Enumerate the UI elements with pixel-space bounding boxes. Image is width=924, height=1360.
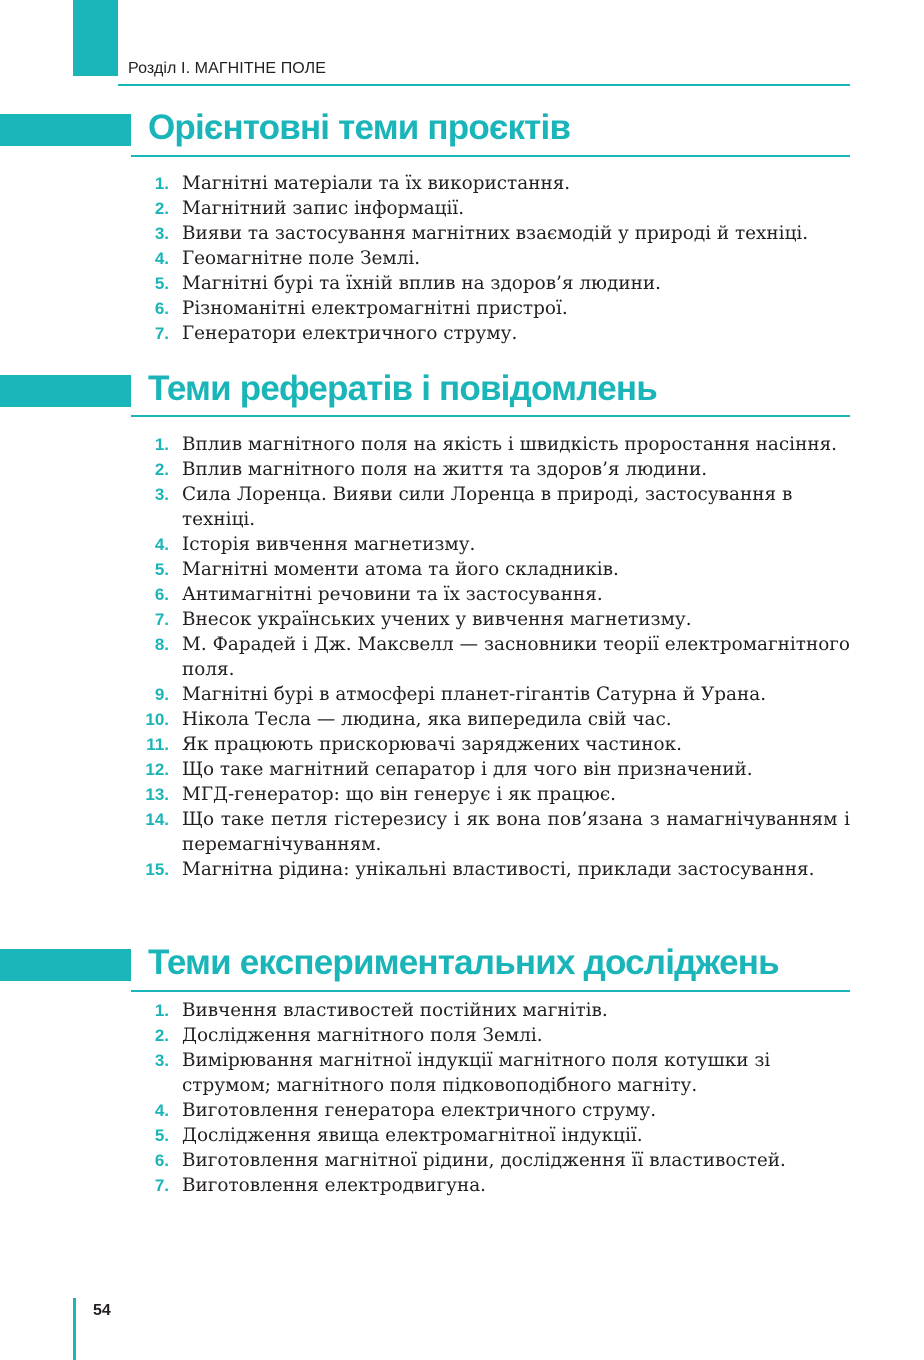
item-text: Внесок українських учених у вивчення магнетизму.: [182, 609, 692, 630]
section-bar: [0, 114, 131, 146]
item-text: Магнітний запис інформації.: [182, 198, 465, 219]
item-text: МГД-генератор: що він генерує і як працює.: [182, 784, 617, 805]
item-number: 3.: [154, 224, 169, 243]
list-item: [0, 1173, 850, 1198]
list-item: [0, 1123, 850, 1148]
section-rule: [131, 415, 850, 417]
list-item: [0, 196, 850, 221]
item-number: 4.: [154, 1101, 169, 1120]
section-bar: [0, 375, 131, 407]
item-number: 10.: [145, 710, 169, 729]
section-rule: [131, 155, 850, 157]
list-item: [0, 1023, 850, 1048]
list-item: [0, 782, 850, 807]
list-item: [0, 582, 850, 607]
item-number: 1.: [154, 435, 169, 454]
list-item: [0, 707, 850, 732]
item-number: 2.: [154, 1026, 169, 1045]
list-item: [0, 632, 850, 682]
item-number: 2.: [154, 199, 169, 218]
item-number: 4.: [154, 249, 169, 268]
item-number: 12.: [145, 760, 169, 779]
item-number: 13.: [145, 785, 169, 804]
item-text: Магнітні матеріали та їх використання.: [182, 173, 571, 194]
list-item: [0, 321, 850, 346]
list-item: [0, 807, 850, 857]
list-item: [0, 1148, 850, 1173]
item-text: Дослідження явища електромагнітної індукції.: [182, 1125, 643, 1146]
list-item: [0, 1048, 850, 1098]
item-text: Магнітні бурі в атмосфері планет-гігантів Сатурна й Урана.: [182, 684, 767, 705]
list-item: [0, 457, 850, 482]
report-topics-list: [0, 432, 850, 882]
item-text: М. Фарадей і Дж. Максвелл — засновники теорії електромагнітного поля.: [182, 634, 850, 680]
list-item: [0, 432, 850, 457]
chapter-tab: [73, 0, 118, 76]
item-text: Вияви та застосування магнітних взаємодій у природі й техніці.: [182, 223, 809, 244]
item-text: Геомагнітне поле Землі.: [182, 248, 421, 269]
section-title-reports: Теми рефератів і повідомлень: [148, 369, 657, 408]
list-item: [0, 732, 850, 757]
item-text: Антимагнітні речовини та їх застосування.: [182, 584, 603, 605]
item-text: Дослідження магнітного поля Землі.: [182, 1025, 543, 1046]
item-text: Історія вивчення магнетизму.: [182, 534, 476, 555]
section-title-projects: Орієнтовні теми проєктів: [148, 108, 571, 147]
item-number: 3.: [154, 1051, 169, 1070]
item-number: 5.: [154, 274, 169, 293]
list-item: [0, 221, 850, 246]
item-text: Вплив магнітного поля на якість і швидкість проростання насіння.: [182, 434, 838, 455]
item-number: 3.: [154, 485, 169, 504]
list-item: [0, 246, 850, 271]
item-number: 6.: [154, 299, 169, 318]
item-text: Генератори електричного струму.: [182, 323, 518, 344]
item-number: 1.: [154, 1001, 169, 1020]
list-item: [0, 857, 850, 882]
item-text: Сила Лоренца. Вияви сили Лоренца в природі, застосування в техніці.: [182, 484, 793, 530]
item-text: Різноманітні електромагнітні пристрої.: [182, 298, 568, 319]
list-item: [0, 271, 850, 296]
item-text: Як працюють прискорювачі заряджених частинок.: [182, 734, 682, 755]
item-text: Вимірювання магнітної індукції магнітного поля котушки зі струмом; магнітного поля підковоподібного магніту.: [182, 1050, 771, 1096]
page-number: 54: [93, 1302, 111, 1319]
item-number: 6.: [154, 585, 169, 604]
section-rule: [131, 990, 850, 992]
experiment-topics-list: [0, 998, 850, 1198]
item-text: Магнітні моменти атома та його складників.: [182, 559, 619, 580]
item-number: 9.: [154, 685, 169, 704]
item-text: Магнітна рідина: унікальні властивості, приклади застосування.: [182, 859, 815, 880]
item-number: 2.: [154, 460, 169, 479]
item-number: 5.: [154, 1126, 169, 1145]
footer-bar: [73, 1298, 76, 1360]
list-item: [0, 757, 850, 782]
item-number: 7.: [154, 610, 169, 629]
list-item: [0, 171, 850, 196]
item-text: Нікола Тесла — людина, яка випередила свій час.: [182, 709, 672, 730]
list-item: [0, 682, 850, 707]
running-head: Розділ І. МАГНІТНЕ ПОЛЕ: [128, 60, 327, 77]
item-number: 11.: [146, 735, 169, 754]
item-text: Магнітні бурі та їхній вплив на здоров’я людини.: [182, 273, 661, 294]
item-text: Що таке петля гістерезису і як вона пов’язана з намагнічуванням і перемагнічуванням.: [182, 809, 850, 855]
item-number: 7.: [154, 1176, 169, 1195]
item-number: 8.: [154, 635, 169, 654]
list-item: [0, 482, 850, 532]
item-text: Вивчення властивостей постійних магнітів.: [182, 1000, 608, 1021]
list-item: [0, 607, 850, 632]
list-item: [0, 296, 850, 321]
list-item: [0, 998, 850, 1023]
item-number: 5.: [154, 560, 169, 579]
section-title-experiments: Теми експериментальних досліджень: [148, 943, 779, 982]
item-number: 14.: [145, 810, 169, 829]
project-topics-list: [0, 171, 850, 346]
list-item: [0, 557, 850, 582]
item-number: 1.: [154, 174, 169, 193]
item-text: Виготовлення електродвигуна.: [182, 1175, 487, 1196]
item-number: 7.: [154, 324, 169, 343]
item-number: 6.: [154, 1151, 169, 1170]
item-number: 4.: [154, 535, 169, 554]
header-rule: [118, 84, 850, 86]
item-number: 15.: [145, 860, 169, 879]
list-item: [0, 1098, 850, 1123]
list-item: [0, 532, 850, 557]
item-text: Виготовлення магнітної рідини, дослідження її властивостей.: [182, 1150, 786, 1171]
item-text: Що таке магнітний сепаратор і для чого він призначений.: [182, 759, 753, 780]
item-text: Виготовлення генератора електричного струму.: [182, 1100, 657, 1121]
section-bar: [0, 949, 131, 981]
item-text: Вплив магнітного поля на життя та здоров’я людини.: [182, 459, 708, 480]
